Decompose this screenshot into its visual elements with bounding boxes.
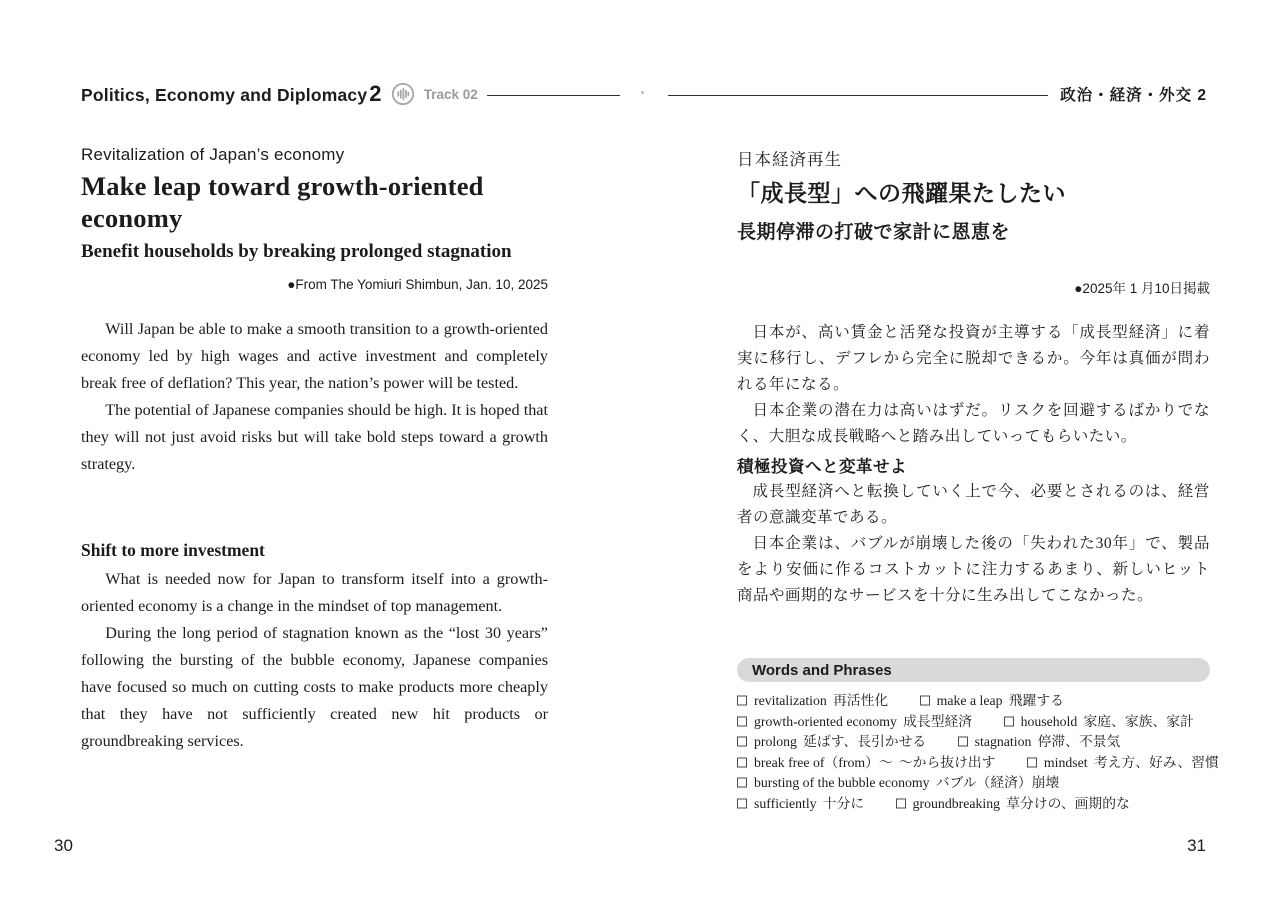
article-title-ja: 「成長型」への飛躍果たしたい	[737, 181, 1066, 206]
checkbox-icon	[737, 798, 747, 808]
article-source-en: ●From The Yomiuri Shimbun, Jan. 10, 2025	[287, 277, 548, 292]
vocab-line	[737, 712, 1217, 733]
audio-track-icon	[391, 82, 415, 106]
vocab-term-en: growth-oriented economy	[754, 713, 897, 729]
vocab-line	[737, 753, 1217, 774]
paragraph-ja: 日本企業の潜在力は高いはずだ。リスクを回避するばかりでなく、大胆な成長戦略へと踏み出していってもらいたい。	[737, 402, 1210, 445]
vocab-item	[1027, 753, 1219, 774]
vocab-item	[920, 691, 1064, 712]
words-and-phrases-banner	[737, 658, 1210, 682]
vocab-item	[737, 691, 888, 712]
paragraph-en: During the long period of stagnation known as the “lost 30 years” following the bursting of the bubble economy, Japanese companies have focused so much on cutting costs to make products more cheaply that they have not sufficiently created new hit products or groundbreaking services.	[81, 624, 548, 750]
right-header-rule	[668, 95, 1048, 96]
vocab-line	[737, 773, 1217, 794]
track-label: Track 02	[423, 86, 478, 102]
vocab-item	[958, 732, 1121, 753]
vocab-line	[737, 732, 1217, 753]
vocab-term-en: groundbreaking	[912, 795, 1000, 811]
vocab-item	[737, 753, 995, 774]
left-header	[81, 80, 620, 108]
vocab-line	[737, 691, 1217, 712]
vocab-term-en: revitalization	[754, 693, 827, 708]
page-number-left: 30	[54, 836, 73, 855]
vocab-item	[737, 732, 926, 753]
page-number-right: 31	[1187, 836, 1206, 855]
vocab-line	[737, 794, 1217, 815]
vocab-term-en: bursting of the bubble economy	[754, 775, 930, 790]
vocab-gloss-ja: 延ばす、長引かせる	[803, 734, 927, 749]
paragraph-ja: 成長型経済へと転換していく上で今、必要とされるのは、経営者の意識変革である。	[737, 483, 1210, 526]
vocab-gloss-ja: 成長型経済	[903, 713, 973, 729]
vocab-item	[737, 773, 1059, 794]
vocab-gloss-ja: 飛躍する	[1008, 693, 1064, 708]
article-kicker-en: Revitalization of Japan’s economy	[81, 145, 345, 164]
vocab-term-en: break free of（from）～	[754, 754, 893, 770]
article-body-ja-section	[737, 479, 1210, 609]
paragraph-ja: 日本が、高い賃金と活発な投資が主導する「成長型経済」に着実に移行し、デフレから完全に脱却できるか。今年は真価が問われる年になる。	[737, 324, 1210, 393]
article-subtitle-en: Benefit households by breaking prolonged stagnation	[81, 241, 512, 262]
words-and-phrases-title: Words and Phrases	[752, 661, 892, 679]
checkbox-icon	[896, 798, 906, 808]
vocab-term-en: sufficiently	[754, 795, 817, 811]
checkbox-icon	[958, 737, 968, 747]
article-subtitle-ja: 長期停滞の打破で家計に恩恵を	[737, 222, 1011, 243]
checkbox-icon	[737, 696, 747, 706]
section-heading-ja: 積極投資へと変革せよ	[737, 458, 907, 476]
left-header-title-text: Politics, Economy and Diplomacy	[81, 85, 368, 105]
vocab-gloss-ja: 家庭、家族、家計	[1083, 713, 1194, 729]
vocab-item	[896, 794, 1130, 815]
paragraph-en: Will Japan be able to make a smooth transition to a growth-oriented economy led by high wages and active investment and completely break free of deflation? This year, the nation’s power will be tested.	[81, 320, 548, 392]
article-body-ja-intro	[737, 320, 1210, 450]
checkbox-icon	[1027, 757, 1037, 767]
vocab-gloss-ja: バブル（経済）崩壊	[935, 775, 1060, 790]
checkbox-icon	[920, 696, 930, 706]
spread-center-mark	[641, 91, 644, 94]
vocab-list	[737, 691, 1217, 814]
vocab-gloss-ja: 考え方、好み、習慣	[1093, 754, 1219, 770]
article-kicker-ja: 日本経済再生	[737, 151, 842, 169]
left-header-title	[81, 81, 382, 107]
article-body-en-section	[81, 566, 548, 755]
vocab-term-en: prolong	[754, 734, 797, 749]
vocab-item	[737, 794, 864, 815]
paragraph-en: The potential of Japanese companies should be high. It is hoped that they will not just avoid risks but will take bold steps toward a growth strategy.	[81, 401, 548, 473]
checkbox-icon	[737, 778, 747, 788]
paragraph-ja: 日本企業は、バブルが崩壊した後の「失われた30年」で、製品をより安価に作るコストカットに注力するあまり、新しいヒット商品や画期的なサービスを十分に生み出してこなかった。	[737, 535, 1210, 604]
right-header-title: 政治・経済・外交 2	[1060, 87, 1207, 104]
left-header-rule	[487, 95, 620, 96]
article-title-en: Make leap toward growth-oriented economy	[81, 171, 484, 233]
left-header-unit-number: 2	[369, 81, 382, 106]
vocab-gloss-ja: 再活性化	[833, 693, 889, 708]
vocab-gloss-ja: 停滞、不景気	[1037, 734, 1121, 749]
vocab-gloss-ja: 草分けの、画期的な	[1006, 795, 1130, 811]
vocab-item	[1004, 712, 1194, 733]
checkbox-icon	[737, 757, 747, 767]
vocab-term-en: household	[1020, 713, 1078, 729]
vocab-gloss-ja: ～から抜け出す	[898, 754, 996, 770]
article-body-en-intro	[81, 316, 548, 478]
paragraph-en: What is needed now for Japan to transform itself into a growth-oriented economy is a change in the mindset of top management.	[81, 570, 548, 615]
vocab-item	[737, 712, 972, 733]
vocab-term-en: stagnation	[974, 734, 1032, 749]
section-heading-en: Shift to more investment	[81, 540, 265, 560]
vocab-gloss-ja: 十分に	[822, 795, 865, 811]
vocab-term-en: mindset	[1043, 754, 1088, 770]
checkbox-icon	[737, 737, 747, 747]
checkbox-icon	[1004, 716, 1014, 726]
checkbox-icon	[737, 716, 747, 726]
right-header	[668, 80, 1207, 108]
article-source-ja: ●2025年 1 月10日掲載	[1074, 281, 1210, 296]
vocab-term-en: make a leap	[936, 693, 1003, 708]
